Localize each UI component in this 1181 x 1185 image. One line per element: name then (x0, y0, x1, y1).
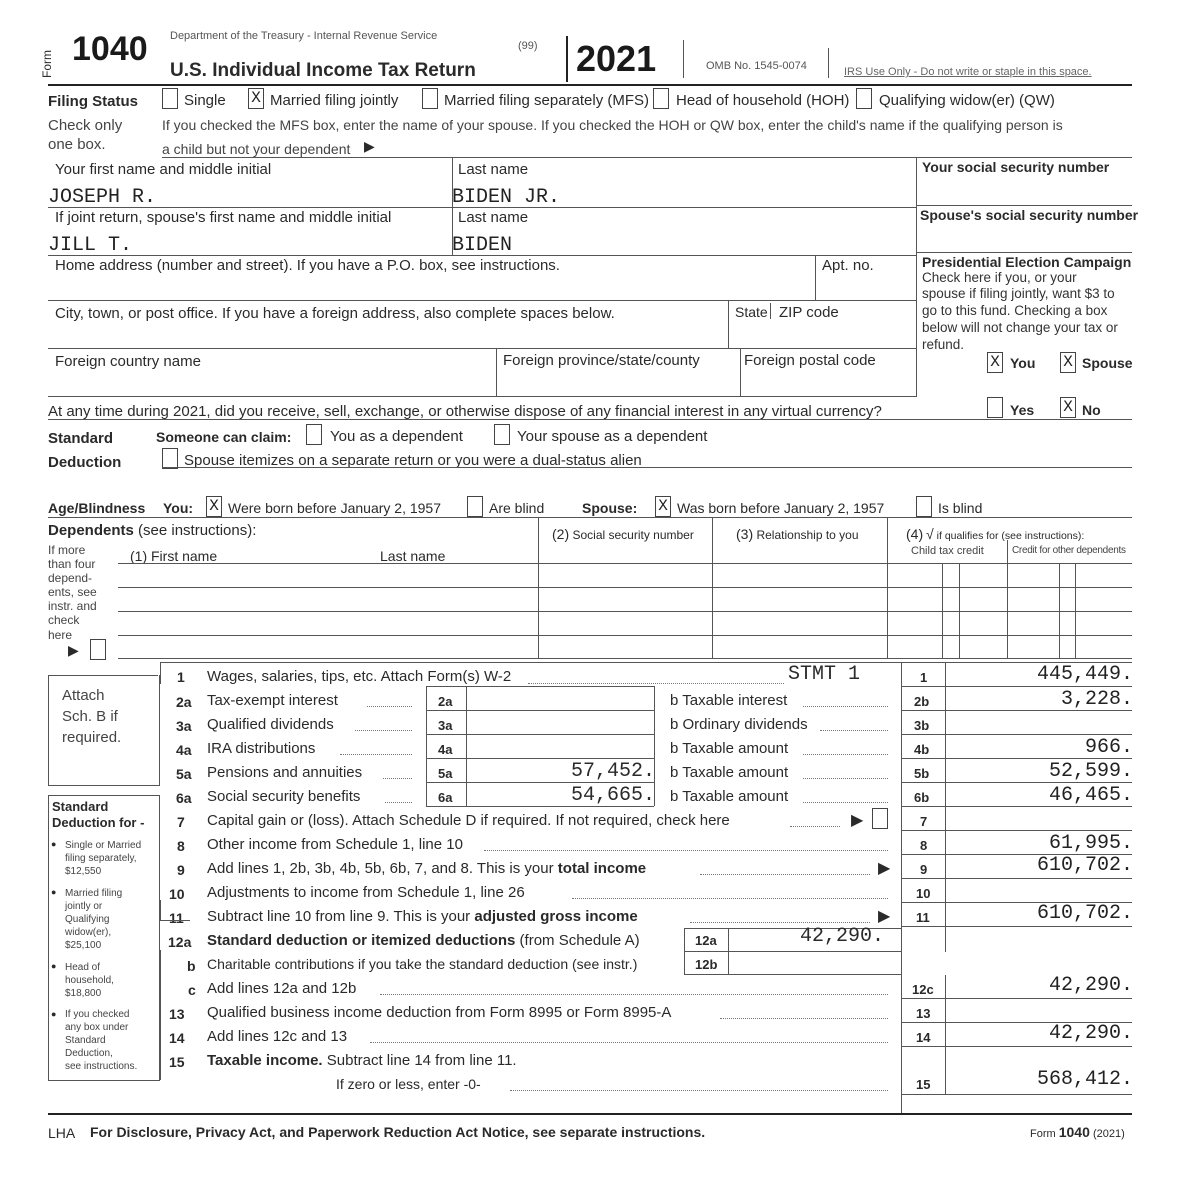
std-item-4-5: see instructions. (65, 1061, 138, 1072)
line-10-code: 10 (916, 886, 931, 901)
last-name-input[interactable]: BIDEN JR. (452, 186, 561, 209)
line-9-code: 9 (920, 862, 928, 877)
line-7-num: 7 (177, 814, 185, 830)
age-blindness-title: Age/Blindness (48, 500, 146, 516)
std-item-4-1: If you checked (65, 1009, 130, 1020)
age-spouse-label: Spouse: (582, 500, 638, 516)
std-item-1-1: Single or Married (65, 840, 142, 851)
check-only-label: Check only (48, 117, 123, 134)
footer-form (1030, 1124, 1125, 1140)
dependents-title-bold: Dependents (48, 522, 134, 539)
line-12a-bold: Standard deduction or itemized deductions (207, 932, 516, 949)
spouse-last-name-input[interactable]: BIDEN (452, 234, 513, 257)
arrow-right-icon: ▶ (851, 812, 864, 829)
line-6b-amount[interactable]: 46,465. (1048, 784, 1133, 807)
line-2a-num: 2a (176, 694, 192, 710)
state-label: State (735, 304, 768, 320)
std-box-title: Standard (52, 799, 109, 814)
line-4a-label: IRA distributions (207, 740, 316, 757)
dep-col-qual-label: if qualifies for (see instructions): (936, 530, 1085, 542)
std-item-4-3: Standard (65, 1035, 106, 1046)
form-title: U.S. Individual Income Tax Return (170, 60, 476, 81)
spouse-dependent-checkbox[interactable] (494, 424, 510, 445)
line-2a-label: Tax-exempt interest (207, 692, 338, 709)
arrow-right-icon: ▶ (68, 642, 79, 658)
line-12c-label: Add lines 12a and 12b (207, 980, 357, 997)
line-15-sub: If zero or less, enter -0- (336, 1076, 481, 1092)
omb-number: OMB No. 1545-0074 (706, 60, 807, 72)
line-3a-num: 3a (176, 718, 192, 734)
dep-col-ssn-label: Social security number (572, 528, 694, 542)
dep-col-qual-num: (4) (906, 526, 924, 542)
standard-deduction-title-2: Deduction (48, 454, 122, 471)
line-1-amount[interactable]: 445,449. (1036, 663, 1133, 686)
spouse-ssn-label: Spouse's social security number (920, 207, 1139, 223)
line-6a-amount[interactable]: 54,665. (570, 784, 655, 807)
line-12b-label: Charitable contributions if you take the standard deduction (see instr.) (207, 956, 638, 972)
if-more-7: here (48, 628, 73, 642)
irs-use-only: IRS Use Only - Do not write or staple in this space. (844, 66, 1092, 78)
if-more-4: ents, see (48, 585, 97, 599)
filing-mfs-checkbox[interactable] (422, 88, 438, 109)
bullet-icon: ● (51, 887, 57, 897)
bullet-icon: ● (51, 961, 57, 971)
footer-form-word: Form (1030, 1128, 1056, 1140)
line-7-checkbox[interactable] (872, 808, 888, 829)
line-7-label: Capital gain or (loss). Attach Schedule D if required. If not required, check here (207, 812, 730, 829)
line-6b-label: b Taxable amount (670, 788, 789, 805)
foreign-province-label: Foreign province/state/county (503, 352, 700, 369)
you-dependent-label: You as a dependent (330, 428, 463, 445)
line-12a-num: 12a (168, 934, 192, 950)
line-12b-code: 12b (695, 957, 718, 972)
line-15-code: 15 (916, 1077, 931, 1092)
footer-lha: LHA (48, 1125, 76, 1141)
line-10-num: 10 (169, 886, 185, 902)
checkmark-icon: √ (926, 526, 934, 542)
spouse-itemizes-label: Spouse itemizes on a separate return or you were a dual-status alien (184, 452, 642, 469)
campaign-line-2: spouse if filing jointly, want $3 to (922, 286, 1115, 301)
line-15-bold: Taxable income. (207, 1052, 323, 1069)
line-15-num: 15 (169, 1054, 185, 1070)
dependents-title-suffix: (see instructions): (138, 522, 257, 539)
line-9-text: Add lines 1, 2b, 3b, 4b, 5b, 6b, 7, and 8. This is your (207, 860, 554, 877)
first-name-label: Your first name and middle initial (55, 161, 272, 178)
more-dependents-checkbox[interactable] (90, 639, 106, 660)
virtual-currency-yes-label: Yes (1010, 402, 1035, 418)
filing-hoh-checkbox[interactable] (653, 88, 669, 109)
std-item-2-1: Married filing (65, 888, 123, 899)
std-item-3-3: $18,800 (65, 988, 102, 999)
dep-col-rel-label: Relationship to you (756, 528, 859, 542)
one-box-label: one box. (48, 136, 106, 153)
dep-col-rel-num: (3) (736, 526, 754, 542)
spouse-blind-label: Is blind (938, 500, 983, 516)
standard-deduction-title: Standard (48, 430, 114, 447)
line-4b-amount[interactable]: 966. (1084, 736, 1133, 759)
you-dependent-checkbox[interactable] (306, 424, 322, 445)
line-1-code: 1 (920, 670, 928, 685)
line-12a-text: (from Schedule A) (519, 932, 640, 949)
filing-single-checkbox[interactable] (162, 88, 178, 109)
filing-qw-checkbox[interactable] (856, 88, 872, 109)
filing-mfs-label: Married filing separately (MFS) (444, 92, 650, 109)
line-11-num: 11 (169, 910, 184, 926)
std-item-2-2: jointly or (65, 901, 103, 912)
arrow-right-icon: ▶ (878, 860, 891, 877)
filing-status-note: If you checked the MFS box, enter the name of your spouse. If you checked the HOH or QW box, enter the child's name if the qualifying person is (162, 117, 1063, 133)
campaign-you-checkbox[interactable]: X (987, 352, 1003, 373)
line-14-code: 14 (916, 1030, 931, 1045)
footer-notice: For Disclosure, Privacy Act, and Paperwork Reduction Act Notice, see separate instructions. (90, 1124, 706, 1140)
zip-label: ZIP code (779, 304, 839, 321)
you-born-before-checkbox[interactable]: X (206, 496, 222, 517)
line-13-label: Qualified business income deduction from Form 8995 or Form 8995-A (207, 1004, 672, 1021)
campaign-spouse-checkbox[interactable]: X (1060, 352, 1076, 373)
spouse-born-before-checkbox[interactable]: X (655, 496, 671, 517)
dep-col-ssn-num: (2) (552, 526, 570, 542)
line-5a-num: 5a (176, 766, 192, 782)
filing-mfj-checkbox[interactable]: X (248, 88, 264, 109)
line-11-bold: adjusted gross income (474, 908, 638, 925)
std-item-2-4: widow(er), (65, 927, 112, 938)
spouse-born-before-label: Was born before January 2, 1957 (677, 500, 885, 516)
line-9-label (207, 860, 646, 877)
line-12c-code: 12c (912, 982, 934, 997)
std-box-title-2: Deduction for - (52, 815, 145, 830)
line-5b-code: 5b (914, 766, 930, 781)
std-item-1-3: $12,550 (65, 866, 102, 877)
line-3b-code: 3b (914, 718, 930, 733)
filing-qw-label: Qualifying widow(er) (QW) (879, 92, 1055, 109)
line-11-label (207, 908, 638, 925)
dep-col-first-name: (1) First name (130, 548, 218, 564)
std-item-1-2: filing separately, (65, 853, 137, 864)
spouse-itemizes-checkbox[interactable] (162, 448, 178, 469)
line-6a-num: 6a (176, 790, 192, 806)
if-more-2: than four (48, 557, 96, 571)
virtual-currency-no-label: No (1082, 402, 1101, 418)
line-12b-num: b (187, 958, 196, 974)
campaign-line-1: Check here if you, or your (922, 270, 1077, 285)
dependents-title (48, 522, 256, 539)
line-5a-label: Pensions and annuities (207, 764, 363, 781)
line-15-amount[interactable]: 568,412. (1036, 1068, 1133, 1091)
line-2b-amount[interactable]: 3,228. (1060, 688, 1133, 711)
campaign-line-3: go to this fund. Checking a box (922, 303, 1108, 318)
line-2a-code: 2a (438, 694, 453, 709)
spouse-blind-checkbox[interactable] (916, 496, 932, 517)
line-1-num: 1 (177, 669, 185, 685)
line-12c-num: c (188, 982, 196, 998)
line-4b-label: b Taxable amount (670, 740, 789, 757)
line-11-code: 11 (916, 910, 930, 925)
spouse-first-name-input[interactable]: JILL T. (48, 234, 133, 257)
home-address-label: Home address (number and street). If you have a P.O. box, see instructions. (55, 257, 560, 274)
filing-single-label: Single (184, 92, 226, 109)
line-4a-num: 4a (176, 742, 192, 758)
line-12a-code: 12a (695, 933, 717, 948)
campaign-title: Presidential Election Campaign (922, 254, 1132, 270)
line-12a-amount[interactable]: 42,290. (800, 925, 885, 948)
line-3a-label: Qualified dividends (207, 716, 334, 733)
you-blind-checkbox[interactable] (467, 496, 483, 517)
spouse-first-name-label: If joint return, spouse's first name and middle initial (55, 209, 392, 226)
line-6a-code: 6a (438, 790, 453, 805)
form-word-vertical: Form (40, 50, 54, 78)
line-11-amount[interactable]: 610,702. (1036, 902, 1133, 925)
line-4b-code: 4b (914, 742, 930, 757)
std-item-2-5: $25,100 (65, 940, 102, 951)
line-9-num: 9 (177, 862, 185, 878)
footer-form-number: 1040 (1058, 1124, 1090, 1140)
dep-col-other-credit: Credit for other dependents (1012, 545, 1126, 556)
filing-hoh-label: Head of household (HOH) (676, 92, 850, 109)
campaign-line-4: below will not change your tax or (922, 320, 1118, 335)
age-you-label: You: (163, 500, 194, 516)
line-5b-label: b Taxable amount (670, 764, 789, 781)
dep-col-last-name: Last name (380, 548, 446, 564)
line-5b-amount[interactable]: 52,599. (1048, 760, 1133, 783)
filing-status-note-2: a child but not your dependent (162, 141, 351, 157)
line-12c-amount[interactable]: 42,290. (1048, 974, 1133, 997)
filing-status-title: Filing Status (48, 93, 138, 110)
foreign-country-label: Foreign country name (55, 353, 201, 370)
std-item-4-2: any box under (65, 1022, 129, 1033)
last-name-label: Last name (458, 161, 529, 178)
std-item-3-1: Head of (65, 962, 101, 973)
attach-line-2: Sch. B if (62, 708, 118, 725)
if-more-6: check (48, 613, 80, 627)
you-blind-label: Are blind (489, 500, 545, 516)
line-11-text: Subtract line 10 from line 9. This is your (207, 908, 471, 925)
form-number: 1040 (72, 30, 148, 68)
line-15-text: Subtract line 14 from line 11. (326, 1052, 517, 1069)
apt-label: Apt. no. (822, 257, 874, 274)
footer-form-year: (2021) (1092, 1128, 1125, 1140)
line-8-num: 8 (177, 838, 185, 854)
line-12a-label (207, 932, 640, 949)
line-9-amount[interactable]: 610,702. (1036, 854, 1133, 877)
campaign-line-5: refund. (922, 337, 965, 352)
first-name-input[interactable]: JOSEPH R. (48, 186, 157, 209)
line-6a-label: Social security benefits (207, 788, 361, 805)
line-3b-label: b Ordinary dividends (670, 716, 808, 733)
dep-col-child-credit: Child tax credit (911, 545, 984, 557)
line-8-label: Other income from Schedule 1, line 10 (207, 836, 463, 853)
line-13-code: 13 (916, 1006, 931, 1021)
line-8-code: 8 (920, 838, 928, 853)
dep-col-relationship (736, 526, 859, 542)
line-5a-amount[interactable]: 57,452. (570, 760, 655, 783)
spouse-last-name-label: Last name (458, 209, 529, 226)
line-13-num: 13 (169, 1006, 185, 1022)
tax-year: 2021 (576, 38, 657, 79)
city-label: City, town, or post office. If you have a foreign address, also complete spaces below. (55, 305, 615, 322)
std-item-3-2: household, (65, 975, 114, 986)
attach-line-1: Attach (62, 687, 105, 704)
virtual-currency-question: At any time during 2021, did you receive, sell, exchange, or otherwise dispose of any financial interest in any virtual currency? (48, 403, 882, 420)
arrow-right-icon: ▶ (364, 138, 375, 154)
virtual-currency-yes-checkbox[interactable] (987, 397, 1003, 418)
form-code: (99) (518, 40, 538, 52)
line-14-num: 14 (169, 1030, 185, 1046)
line-4a-code: 4a (438, 742, 453, 757)
arrow-right-icon: ▶ (878, 908, 891, 925)
line-14-amount[interactable]: 42,290. (1048, 1022, 1133, 1045)
you-born-before-label: Were born before January 2, 1957 (228, 500, 441, 516)
if-more-3: depend- (48, 571, 93, 585)
std-item-2-3: Qualifying (65, 914, 110, 925)
foreign-postal-label: Foreign postal code (744, 352, 876, 369)
std-item-4-4: Deduction, (65, 1048, 113, 1059)
ssn-label: Your social security number (922, 159, 1110, 175)
if-more-1: If more (48, 543, 86, 557)
line-5a-code: 5a (438, 766, 453, 781)
line-10-label: Adjustments to income from Schedule 1, line 26 (207, 884, 525, 901)
line-7-code: 7 (920, 814, 928, 829)
line-3a-code: 3a (438, 718, 453, 733)
virtual-currency-no-checkbox[interactable]: X (1060, 397, 1076, 418)
line-1-label: Wages, salaries, tips, etc. Attach Form(s) W-2 (207, 668, 512, 685)
department-label: Department of the Treasury - Internal Revenue Service (170, 30, 438, 42)
filing-mfj-label: Married filing jointly (270, 92, 399, 109)
line-1-stmt: STMT 1 (788, 663, 861, 686)
campaign-you-label: You (1010, 355, 1036, 371)
line-2b-code: 2b (914, 694, 930, 709)
attach-line-3: required. (62, 729, 122, 746)
dep-col-qualifies (906, 526, 1084, 542)
line-8-amount[interactable]: 61,995. (1048, 832, 1133, 855)
spouse-dependent-label: Your spouse as a dependent (517, 428, 708, 445)
if-more-5: instr. and (48, 599, 97, 613)
dep-col-ssn (552, 526, 694, 542)
campaign-spouse-label: Spouse (1082, 355, 1133, 371)
line-14-label: Add lines 12c and 13 (207, 1028, 348, 1045)
someone-can-claim-label: Someone can claim: (156, 429, 292, 445)
line-9-bold: total income (557, 860, 647, 877)
line-15-label (207, 1052, 517, 1069)
bullet-icon: ● (51, 839, 57, 849)
bullet-icon: ● (51, 1009, 57, 1019)
line-6b-code: 6b (914, 790, 930, 805)
line-2b-label: b Taxable interest (670, 692, 788, 709)
